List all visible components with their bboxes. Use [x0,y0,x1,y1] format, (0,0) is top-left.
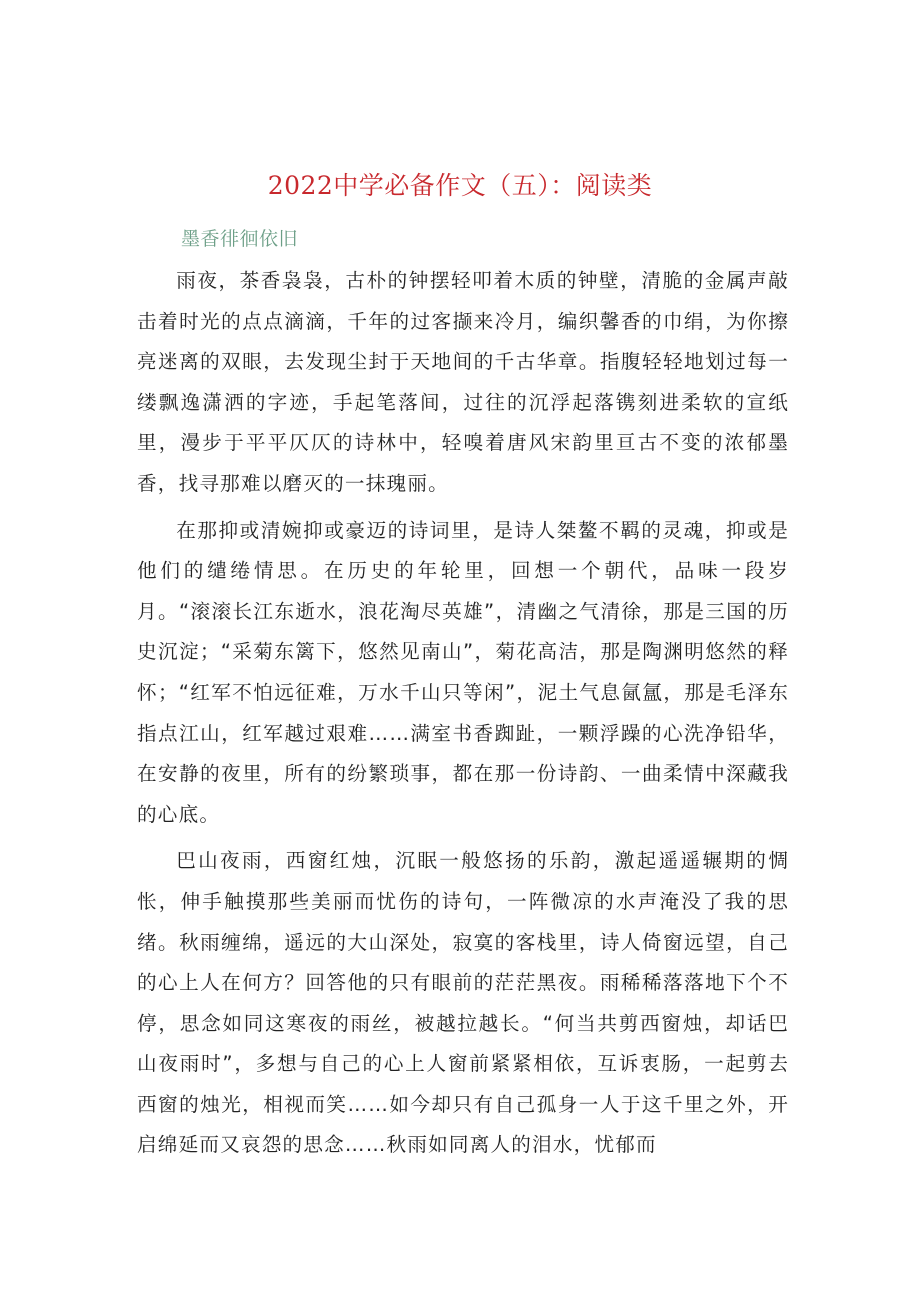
paragraph: 在那抑或清婉抑或豪迈的诗词里，是诗人桀鳌不羁的灵魂，抑或是他们的缱绻情思。在历史的年轮里，回想一个朝代，品味一段岁月。“滚滚长江东逝水，浪花淘尽英雄”，清幽之气清徐，那是三国的历史沉淀；“采菊东篱下，悠然见南山”，菊花高洁，那是陶渊明悠然的释怀；“红军不怕远征难，万水千山只等闲”，泥土气息氤氲，那是毛泽东指点江山，红军越过艰难……满室书香踟趾，一颗浮躁的心洗净铅华，在安静的夜里，所有的纷繁琐事，都在那一份诗韵、一曲柔情中深藏我的心底。 [137,518,789,826]
essay-subtitle: 墨香徘徊依旧 [181,228,299,250]
paragraph: 雨夜，茶香袅袅，古朴的钟摆轻叩着木质的钟壁，清脆的金属声敲击着时光的点点滴滴，千年的过客撷来冷月，编织馨香的巾绢，为你擦亮迷离的双眼，去发现尘封于天地间的千古华章。指腹轻轻地划过每一缕飘逸潇洒的字迹，手起笔落间，过往的沉浮起落镌刻进柔软的宣纸里，漫步于平平仄仄的诗林中，轻嗅着唐风宋韵里亘古不变的浓郁墨香，找寻那难以磨灭的一抹瑰丽。 [137,269,789,495]
paragraph: 巴山夜雨，西窗红烛，沉眠一般悠扬的乐韵，激起遥遥辗期的惆怅，伸手触摸那些美丽而忧伤的诗句，一阵微凉的水声淹没了我的思绪。秋雨缠绵，遥远的大山深处，寂寞的客栈里，诗人倚窗远望，自己的心上人在何方？回答他的只有眼前的茫茫黑夜。雨稀稀落落地下个不停，思念如同这寒夜的雨丝，被越拉越长。“何当共剪西窗烛，却话巴山夜雨时”，多想与自己的心上人窗前紧紧相依，互诉衷肠，一起剪去西窗的烛光，相视而笑……如今却只有自己孤身一人于这千里之外，开启绵延而又哀怨的思念……秋雨如同离人的泪水，忧郁而 [137,849,789,1157]
essay-body [137,261,789,1172]
document-title: 2022中学必备作文（五）：阅读类 [267,171,653,200]
